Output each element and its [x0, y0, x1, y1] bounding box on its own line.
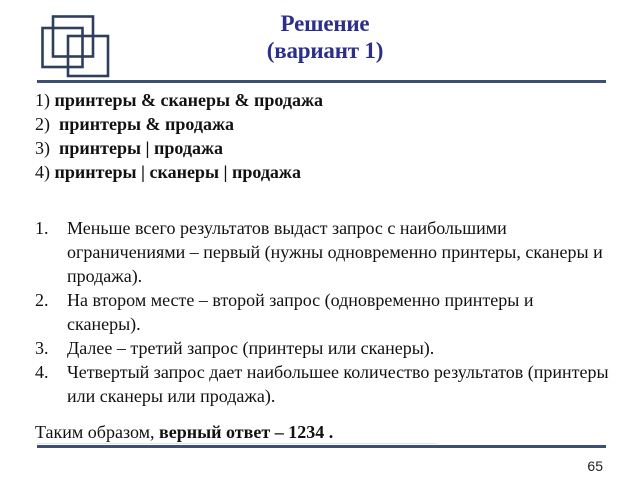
query-line	[35, 160, 301, 184]
query-line	[35, 88, 323, 112]
slide-title: Решение	[280, 11, 370, 36]
explanation-text: На втором месте – второй запрос (одновременно принтеры и сканеры).	[67, 290, 534, 334]
query-text: принтеры | продажа	[59, 138, 224, 158]
query-number: 2)	[35, 114, 59, 134]
explanation-item	[35, 288, 610, 336]
explanation-text: Далее – третий запрос (принтеры или сканеры).	[67, 338, 435, 358]
explanation-item	[35, 216, 610, 288]
title-divider	[37, 80, 606, 83]
overlapping-squares-icon	[0, 0, 120, 80]
query-text: принтеры & продажа	[59, 114, 235, 134]
explanation-number: 2.	[35, 290, 49, 310]
query-text: принтеры & сканеры & продажа	[54, 90, 324, 110]
slide-subtitle: (вариант 1)	[266, 38, 384, 63]
footer-divider-faint	[37, 443, 437, 444]
footer-divider	[37, 445, 606, 448]
explanation-number: 3.	[35, 338, 49, 358]
explanation-text: Меньше всего результатов выдаст запрос с наибольшими ограничениями – первый (нужны одновременно принтеры, сканеры и продажа).	[67, 218, 603, 286]
conclusion	[35, 420, 333, 444]
explanation-item	[35, 336, 610, 360]
query-number: 3)	[35, 138, 59, 158]
explanation-list	[35, 216, 610, 408]
query-number: 4)	[35, 162, 55, 182]
query-line	[35, 136, 223, 160]
query-number: 1)	[35, 90, 55, 110]
page-number: 65	[587, 458, 603, 474]
conclusion-answer: верный ответ – 1234 .	[159, 422, 334, 442]
conclusion-prefix: Таким образом,	[35, 422, 160, 442]
explanation-number: 1.	[35, 218, 49, 238]
query-text: принтеры | сканеры | продажа	[54, 162, 301, 182]
explanation-text: Четвертый запрос дает наибольшее количество результатов (принтеры или сканеры или продажа).	[67, 362, 609, 406]
explanation-number: 4.	[35, 362, 49, 382]
query-line	[35, 112, 234, 136]
explanation-item	[35, 360, 610, 408]
